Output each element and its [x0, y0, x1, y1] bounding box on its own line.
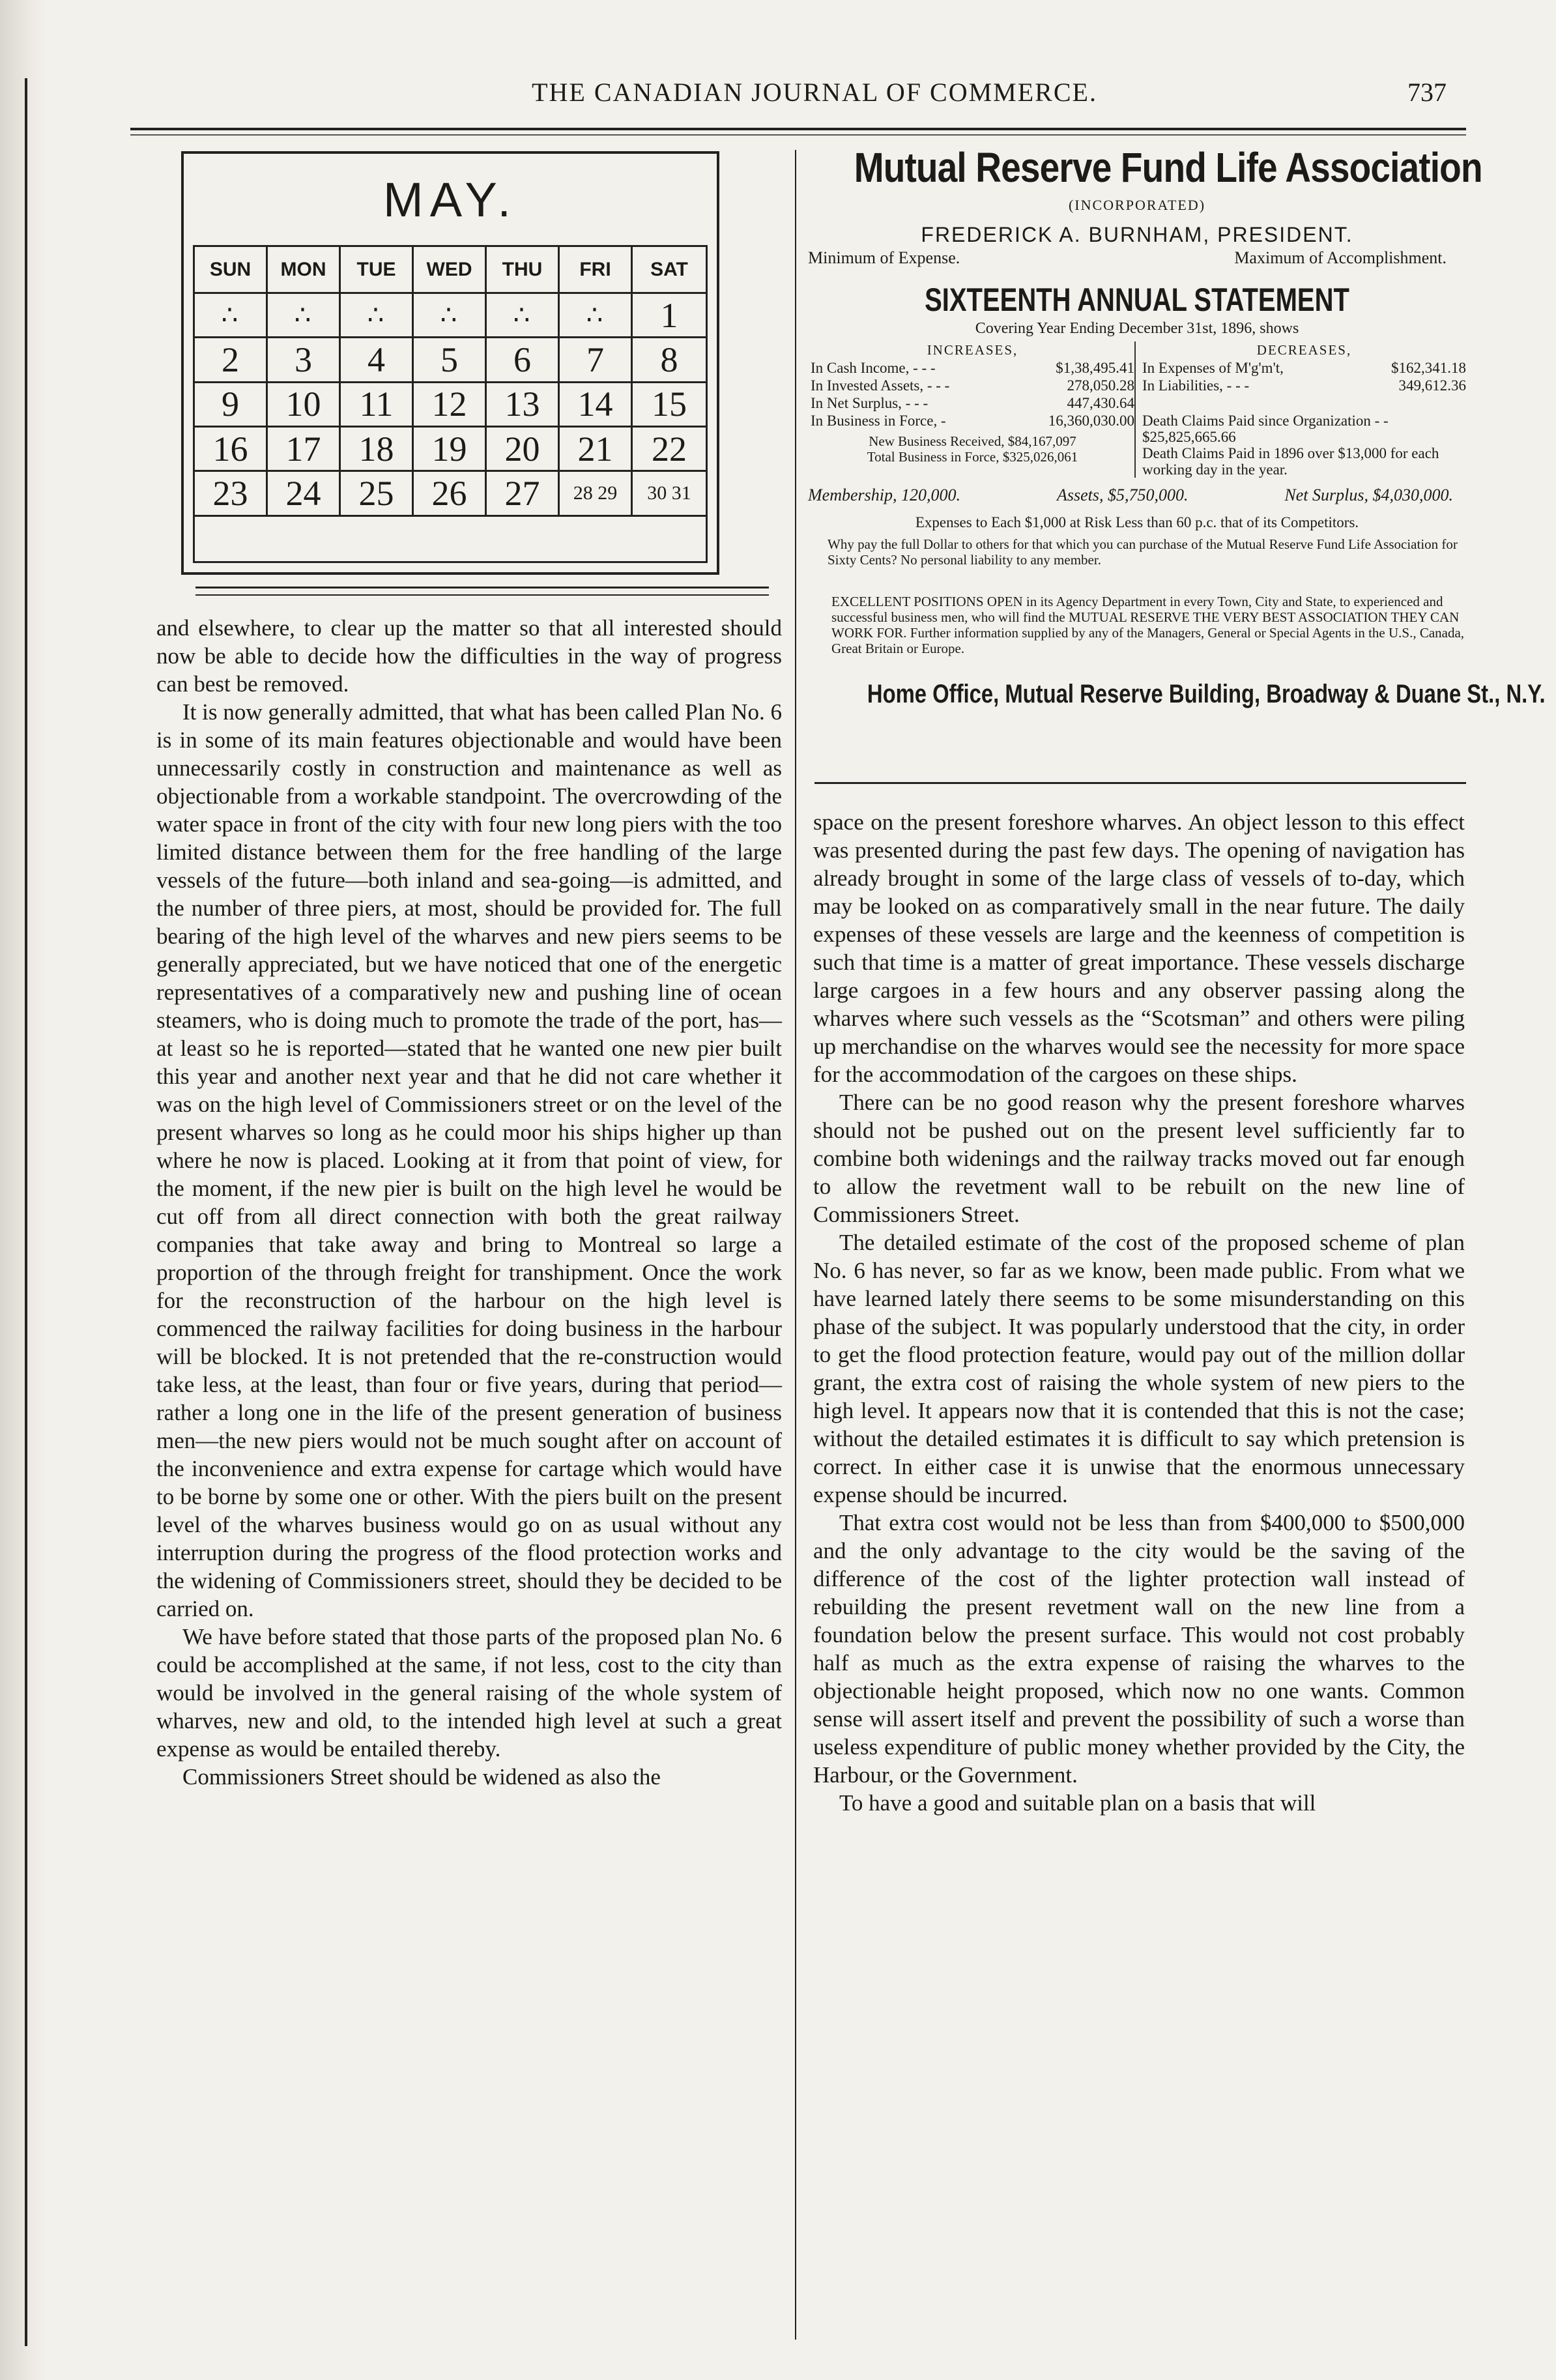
- row-label: In Expenses of M'g'm't,: [1142, 360, 1284, 376]
- binding-edge-rule: [25, 78, 27, 2346]
- ad-increase-row: [811, 377, 1134, 394]
- day-name: SAT: [633, 247, 706, 294]
- running-header: [182, 77, 1460, 116]
- calendar-day: 20: [487, 428, 560, 472]
- calendar-day: 4: [341, 338, 414, 383]
- ad-decreases-heading: DECREASES,: [1256, 342, 1352, 358]
- calendar-day: 5: [414, 338, 487, 383]
- ad-increase-row: [811, 359, 1134, 377]
- paragraph: To have a good and suitable plan on a basis that will: [839, 1790, 1316, 1816]
- calendar-blank-cell: ∴: [414, 294, 487, 338]
- calendar-day: 9: [195, 383, 268, 428]
- column-divider: [795, 150, 796, 2340]
- day-name: MON: [268, 247, 341, 294]
- calendar-bottom-rule-thin: [195, 594, 769, 596]
- page-binding-shadow: [0, 0, 47, 2380]
- paragraph: and elsewhere, to clear up the matter so that all interested should now be able to decide how the difficulties in the way of progress can best be removed.: [156, 615, 782, 697]
- calendar-bottom-rule: [195, 587, 769, 588]
- day-name: FRI: [560, 247, 633, 294]
- calendar-day: 6: [487, 338, 560, 383]
- ad-maximum: Maximum of Accomplishment.: [1234, 248, 1447, 267]
- calendar-day: 17: [268, 428, 341, 472]
- header-rule-thin: [130, 134, 1466, 136]
- paragraph: That extra cost would not be less than from $400,000 to $500,000 and the only advantage to the city would be the saving of the difference of the cost of the lighter protection wall instead of rebuilding the present revetment wall on the new line from a foundation below the present surface. This would not cost probably half as much as the extra expense of raising the wharves to the objectionable height proposed, which now no one wants. Common sense will assert itself and prevent the possibility of such a worse than useless expenditure of public money whether provided by the City, the Harbour, or the Government.: [813, 1510, 1465, 1788]
- row-value: $162,341.18: [1391, 360, 1466, 376]
- ad-surplus: Net Surplus, $4,030,000.: [1284, 486, 1453, 504]
- calendar-day: 11: [341, 383, 414, 428]
- journal-title: THE CANADIAN JOURNAL OF COMMERCE.: [532, 78, 1097, 107]
- right-column: [813, 808, 1465, 1817]
- ad-incorporated: (INCORPORATED): [1068, 197, 1206, 213]
- ad-death-claims-1896: Death Claims Paid in 1896 over $13,000 for each working day in the year.: [1142, 445, 1439, 478]
- ad-increases: [808, 341, 1134, 478]
- ad-assets: Assets, $5,750,000.: [1056, 486, 1189, 504]
- ad-increase-row: [811, 394, 1134, 412]
- ad-figures: [808, 341, 1466, 478]
- day-name: THU: [487, 247, 560, 294]
- ad-covering: Covering Year Ending December 31st, 1896, shows: [975, 320, 1299, 337]
- paragraph: Commissioners Street should be widened as also the: [182, 1764, 661, 1790]
- calendar-day: 8: [633, 338, 706, 383]
- calendar-day: 18: [341, 428, 414, 472]
- header-rule: [130, 128, 1466, 130]
- ad-statement-heading: SIXTEENTH ANNUAL STATEMENT: [925, 282, 1349, 318]
- paragraph: There can be no good reason why the present foreshore wharves should not be pushed out on the present level sufficiently far to combine both widenings and the railway tracks moved out far enough to allow the revetment wall to be rebuilt on the new line of Commissioners Street.: [813, 1090, 1465, 1227]
- calendar-day: 24: [268, 472, 341, 516]
- calendar-month: MAY.: [383, 173, 517, 227]
- calendar-blank-cell: ∴: [487, 294, 560, 338]
- ad-decreases: [1134, 341, 1466, 478]
- row-label: In Invested Assets, - - -: [811, 377, 950, 394]
- ad-increases-heading: INCREASES,: [927, 342, 1018, 358]
- calendar-day: 25: [341, 472, 414, 516]
- ad-decrease-row: [1142, 377, 1466, 394]
- calendar-day: 26: [414, 472, 487, 516]
- calendar-day: 10: [268, 383, 341, 428]
- calendar-blank-cell: ∴: [268, 294, 341, 338]
- row-label: In Cash Income, - - -: [811, 360, 936, 376]
- day-name: TUE: [341, 247, 414, 294]
- calendar-blank-cell: ∴: [341, 294, 414, 338]
- ad-increase-row: [811, 412, 1134, 429]
- calendar-blank-cell: ∴: [560, 294, 633, 338]
- row-label: In Business in Force, -: [811, 413, 946, 429]
- calendar-day: 27: [487, 472, 560, 516]
- calendar-day: 12: [414, 383, 487, 428]
- calendar-day: 7: [560, 338, 633, 383]
- day-name: SUN: [195, 247, 268, 294]
- ad-totals: [808, 486, 1466, 505]
- calendar-day: 16: [195, 428, 268, 472]
- ad-positions: EXCELLENT POSITIONS OPEN in its Agency Department in every Town, City and State, to experienced and successful business men, who will find the MUTUAL RESERVE THE VERY BEST ASSOCIATION THEY CAN WORK FOR. Further information supplied by any of the Managers, General or Special Agents in the U.S., Canada, Great Britain or Europe.: [831, 594, 1465, 656]
- paragraph: space on the present foreshore wharves. An object lesson to this effect was presented during the past few days. The opening of navigation has already brought in some of the large class of vessels of to-day, which may be looked on as comparatively small in the near future. The daily expenses of these vessels are large and the keenness of competition is such that time is a matter of great importance. These vessels discharge large cargoes in a few hours and any observer passing along the wharves where such vessels as the “Scotsman” and others were piling up merchandise on the wharves would see the necessity for more space for the accommodation of the cargoes on these ships.: [813, 809, 1465, 1087]
- ad-membership: Membership, 120,000.: [808, 486, 960, 504]
- calendar-day: 19: [414, 428, 487, 472]
- calendar-day: 13: [487, 383, 560, 428]
- calendar-grid: [193, 245, 708, 563]
- row-value: 278,050.28: [1067, 377, 1134, 394]
- ad-motto: [808, 247, 1466, 268]
- calendar-day: 2: [195, 338, 268, 383]
- ad-president: FREDERICK A. BURNHAM, PRESIDENT.: [921, 223, 1353, 246]
- calendar-blank-cell: ∴: [195, 294, 268, 338]
- ad-death-claims: Death Claims Paid since Organization - - $25,825,665.66: [1142, 413, 1389, 445]
- page-number: 737: [1407, 78, 1447, 107]
- ad-minimum: Minimum of Expense.: [808, 248, 960, 267]
- day-name: WED: [414, 247, 487, 294]
- ad-total-business: Total Business in Force, $325,026,061: [867, 449, 1078, 465]
- paragraph: We have before stated that those parts of the proposed plan No. 6 could be accomplished at the same, if not less, cost to the city than would be involved in the general raising of the whole system of wharves, new and old, to the intended high level at such a great expense as would be entailed thereby.: [156, 1624, 782, 1762]
- ad-decrease-row: [1142, 359, 1466, 377]
- ad-title: Mutual Reserve Fund Life Association: [854, 144, 1482, 191]
- row-value: 16,360,030.00: [1048, 413, 1134, 429]
- calendar-day: 3: [268, 338, 341, 383]
- mutual-reserve-advertisement: [808, 143, 1546, 709]
- calendar-day: 21: [560, 428, 633, 472]
- calendar-day: 14: [560, 383, 633, 428]
- left-column: [156, 614, 782, 1791]
- row-value: 349,612.36: [1398, 377, 1466, 394]
- calendar-day: 23: [195, 472, 268, 516]
- row-label: In Net Surplus, - - -: [811, 395, 929, 411]
- ad-new-business: New Business Received, $84,167,097: [869, 433, 1076, 449]
- row-label: In Liabilities, - - -: [1142, 377, 1250, 394]
- may-calendar: [181, 151, 719, 575]
- calendar-day: 1: [633, 294, 706, 338]
- calendar-day-split: 28 29: [560, 472, 633, 516]
- ad-home-office: Home Office, Mutual Reserve Building, Broadway & Duane St., N.Y.: [867, 680, 1546, 708]
- calendar-day-split: 30 31: [633, 472, 706, 516]
- row-value: $1,38,495.41: [1056, 360, 1134, 376]
- calendar-day: 22: [633, 428, 706, 472]
- paragraph: It is now generally admitted, that what has been called Plan No. 6 is in some of its main features objectionable and would have been unnecessarily costly in construction and maintenance as well as objectionable from a workable standpoint. The overcrowding of the water space in front of the city with four new long piers with the too limited distance between them for the free handling of the large vessels of the future—both inland and sea-going—is admitted, and the number of three piers, at most, should be provided for. The full bearing of the high level of the wharves and new piers seems to be generally appreciated, but we have noticed that one of the energetic representatives of a comparatively new and pushing line of ocean steamers, who is doing much to promote the trade of the port, has—at least so he is reported—stated that he wanted one new pier built this year and another next year and that he did not care whether it was on the high level of Commissioners street or on the level of the present wharves so long as he could moor his ships higher up than where he now is placed. Looking at it from that point of view, for the moment, if the new pier is built on the high level he would be cut off from all direct connection with both the great railway companies that take away and bring to Montreal so large a proportion of the through freight for transhipment. Once the work for the reconstruction of the harbour on the high level is commenced the railway facilities for doing business in the harbour will be blocked. It is not pretended that the re-construction would take less, at the least, than four or five years, during that period—rather a long one in the life of the present generation of business men—the new piers would not be much sought after on account of the inconvenience and extra expense for cartage which would have to be borne by some one or other. With the piers built on the present level of the wharves business would go on as usual without any interruption during the progress of the flood protection works and the widening of Commissioners street, should they be decided to be carried on.: [156, 699, 782, 1621]
- ad-why: Why pay the full Dollar to others for that which you can purchase of the Mutual Reserve Fund Life Association for Sixty Cents? No personal liability to any member.: [828, 536, 1458, 568]
- ad-bottom-rule: [814, 782, 1466, 784]
- row-value: 447,430.64: [1067, 395, 1134, 411]
- calendar-day: 15: [633, 383, 706, 428]
- paragraph: The detailed estimate of the cost of the proposed scheme of plan No. 6 has never, so far as we know, been made public. From what we have learned lately there seems to be some misunderstanding on this phase of the subject. It was popularly understood that the city, in order to get the flood protection feature, would pay out of the million dollar grant, the extra cost of raising the whole system of new piers to the high level. It appears now that it is contended that this is not the case; without the detailed estimates it is difficult to say which pretension is correct. In either case it is unwise that the enormous unnecessary expense should be incurred.: [813, 1230, 1465, 1507]
- ad-expenses: Expenses to Each $1,000 at Risk Less than 60 p.c. that of its Competitors.: [915, 514, 1359, 530]
